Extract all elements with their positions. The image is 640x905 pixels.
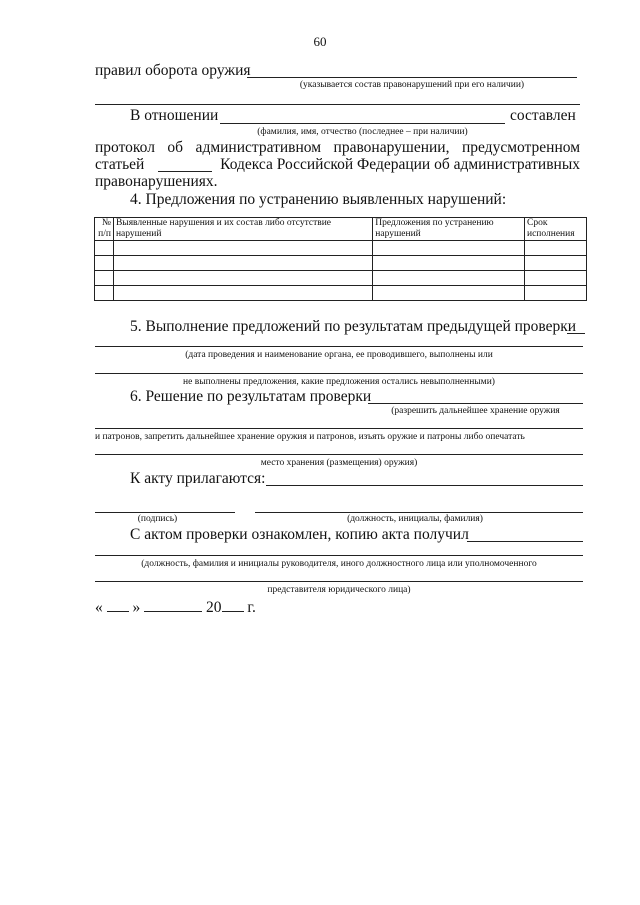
table-row[interactable]	[95, 286, 587, 301]
violations-hint: (указывается состав правонарушений при его наличии)	[299, 80, 525, 90]
previous-check-line-2[interactable]	[95, 346, 583, 347]
person-name-line[interactable]	[220, 123, 505, 124]
section-6-heading: 6. Решение по результатам проверки	[130, 388, 372, 405]
decision-hint-3: место хранения (размещения) оружия)	[260, 458, 418, 468]
date-close-quote: »	[132, 599, 141, 616]
decision-hint-1: (разрешить дальнейшее хранение оружия	[391, 406, 560, 416]
drawn-up-text: составлен	[510, 107, 576, 124]
section-5-heading: 5. Выполнение предложений по результатам предыдущей проверки	[130, 318, 577, 335]
violations-table	[94, 217, 587, 301]
table-header-row	[95, 218, 587, 241]
previous-check-line-3[interactable]	[95, 373, 583, 374]
previous-check-hint-1: (дата проведения и наименование органа, ее проводившего, выполнены или	[185, 350, 493, 360]
decision-line-2[interactable]	[95, 428, 583, 429]
table-row[interactable]	[95, 241, 587, 256]
attachments-label: К акту прилагаются:	[130, 470, 266, 487]
violations-line-2[interactable]	[95, 104, 580, 105]
col-header-number: № п/п	[95, 218, 114, 241]
attachments-line[interactable]	[266, 485, 583, 486]
decision-line-3[interactable]	[95, 454, 583, 455]
article-text: статьей	[95, 156, 145, 173]
date-month-field[interactable]	[144, 597, 202, 612]
section-4-heading: 4. Предложения по устранению выявленных нарушений:	[130, 191, 507, 208]
weapons-rules-text: правил оборота оружия	[95, 62, 251, 79]
position-line[interactable]	[255, 512, 583, 513]
violations-line[interactable]	[247, 77, 577, 78]
table-row[interactable]	[95, 256, 587, 271]
page-number: 60	[313, 34, 327, 49]
code-text: Кодекса Российской Федерации об административных	[220, 156, 580, 173]
date-row	[95, 597, 256, 617]
table-row[interactable]	[95, 271, 587, 286]
acknowledged-line[interactable]	[467, 541, 583, 542]
col-header-violations: Выявленные нарушения и их состав либо отсутствие нарушений	[113, 218, 372, 241]
col-header-deadline: Срок исполнения	[525, 218, 587, 241]
date-year-suffix: г.	[247, 599, 256, 616]
representative-hint-1: (должность, фамилия и инициалы руководителя, иного должностного лица или уполномоченного	[141, 559, 537, 569]
decision-line[interactable]	[368, 403, 583, 404]
representative-line-2[interactable]	[95, 581, 583, 582]
date-year-prefix: 20	[206, 599, 222, 616]
acknowledged-text: С актом проверки ознакомлен, копию акта получил	[130, 526, 469, 543]
date-year-field[interactable]	[222, 597, 244, 612]
signature-line[interactable]	[95, 512, 235, 513]
representative-hint-2: представителя юридического лица)	[267, 585, 411, 595]
previous-check-line[interactable]	[567, 333, 585, 334]
decision-hint-2: и патронов, запретить дальнейшее хранение оружия и патронов, изъять оружие и патроны либо опечатать	[95, 432, 525, 442]
col-header-proposals: Предложения по устранению нарушений	[373, 218, 525, 241]
signature-hint: (подпись)	[137, 514, 178, 524]
person-name-hint: (фамилия, имя, отчество (последнее – при наличии)	[257, 127, 468, 137]
representative-line[interactable]	[95, 555, 583, 556]
position-hint: (должность, инициалы, фамилия)	[347, 514, 483, 524]
in-relation-text: В отношении	[130, 107, 219, 124]
previous-check-hint-2: не выполнены предложения, какие предложения остались невыполненными)	[183, 377, 495, 387]
offenses-text: правонарушениях.	[95, 173, 218, 190]
protocol-text: протокол об административном правонарушении, предусмотренном	[95, 139, 580, 156]
date-day-field[interactable]	[107, 597, 129, 612]
date-open-quote: «	[95, 599, 103, 616]
article-number-line[interactable]	[158, 171, 212, 172]
